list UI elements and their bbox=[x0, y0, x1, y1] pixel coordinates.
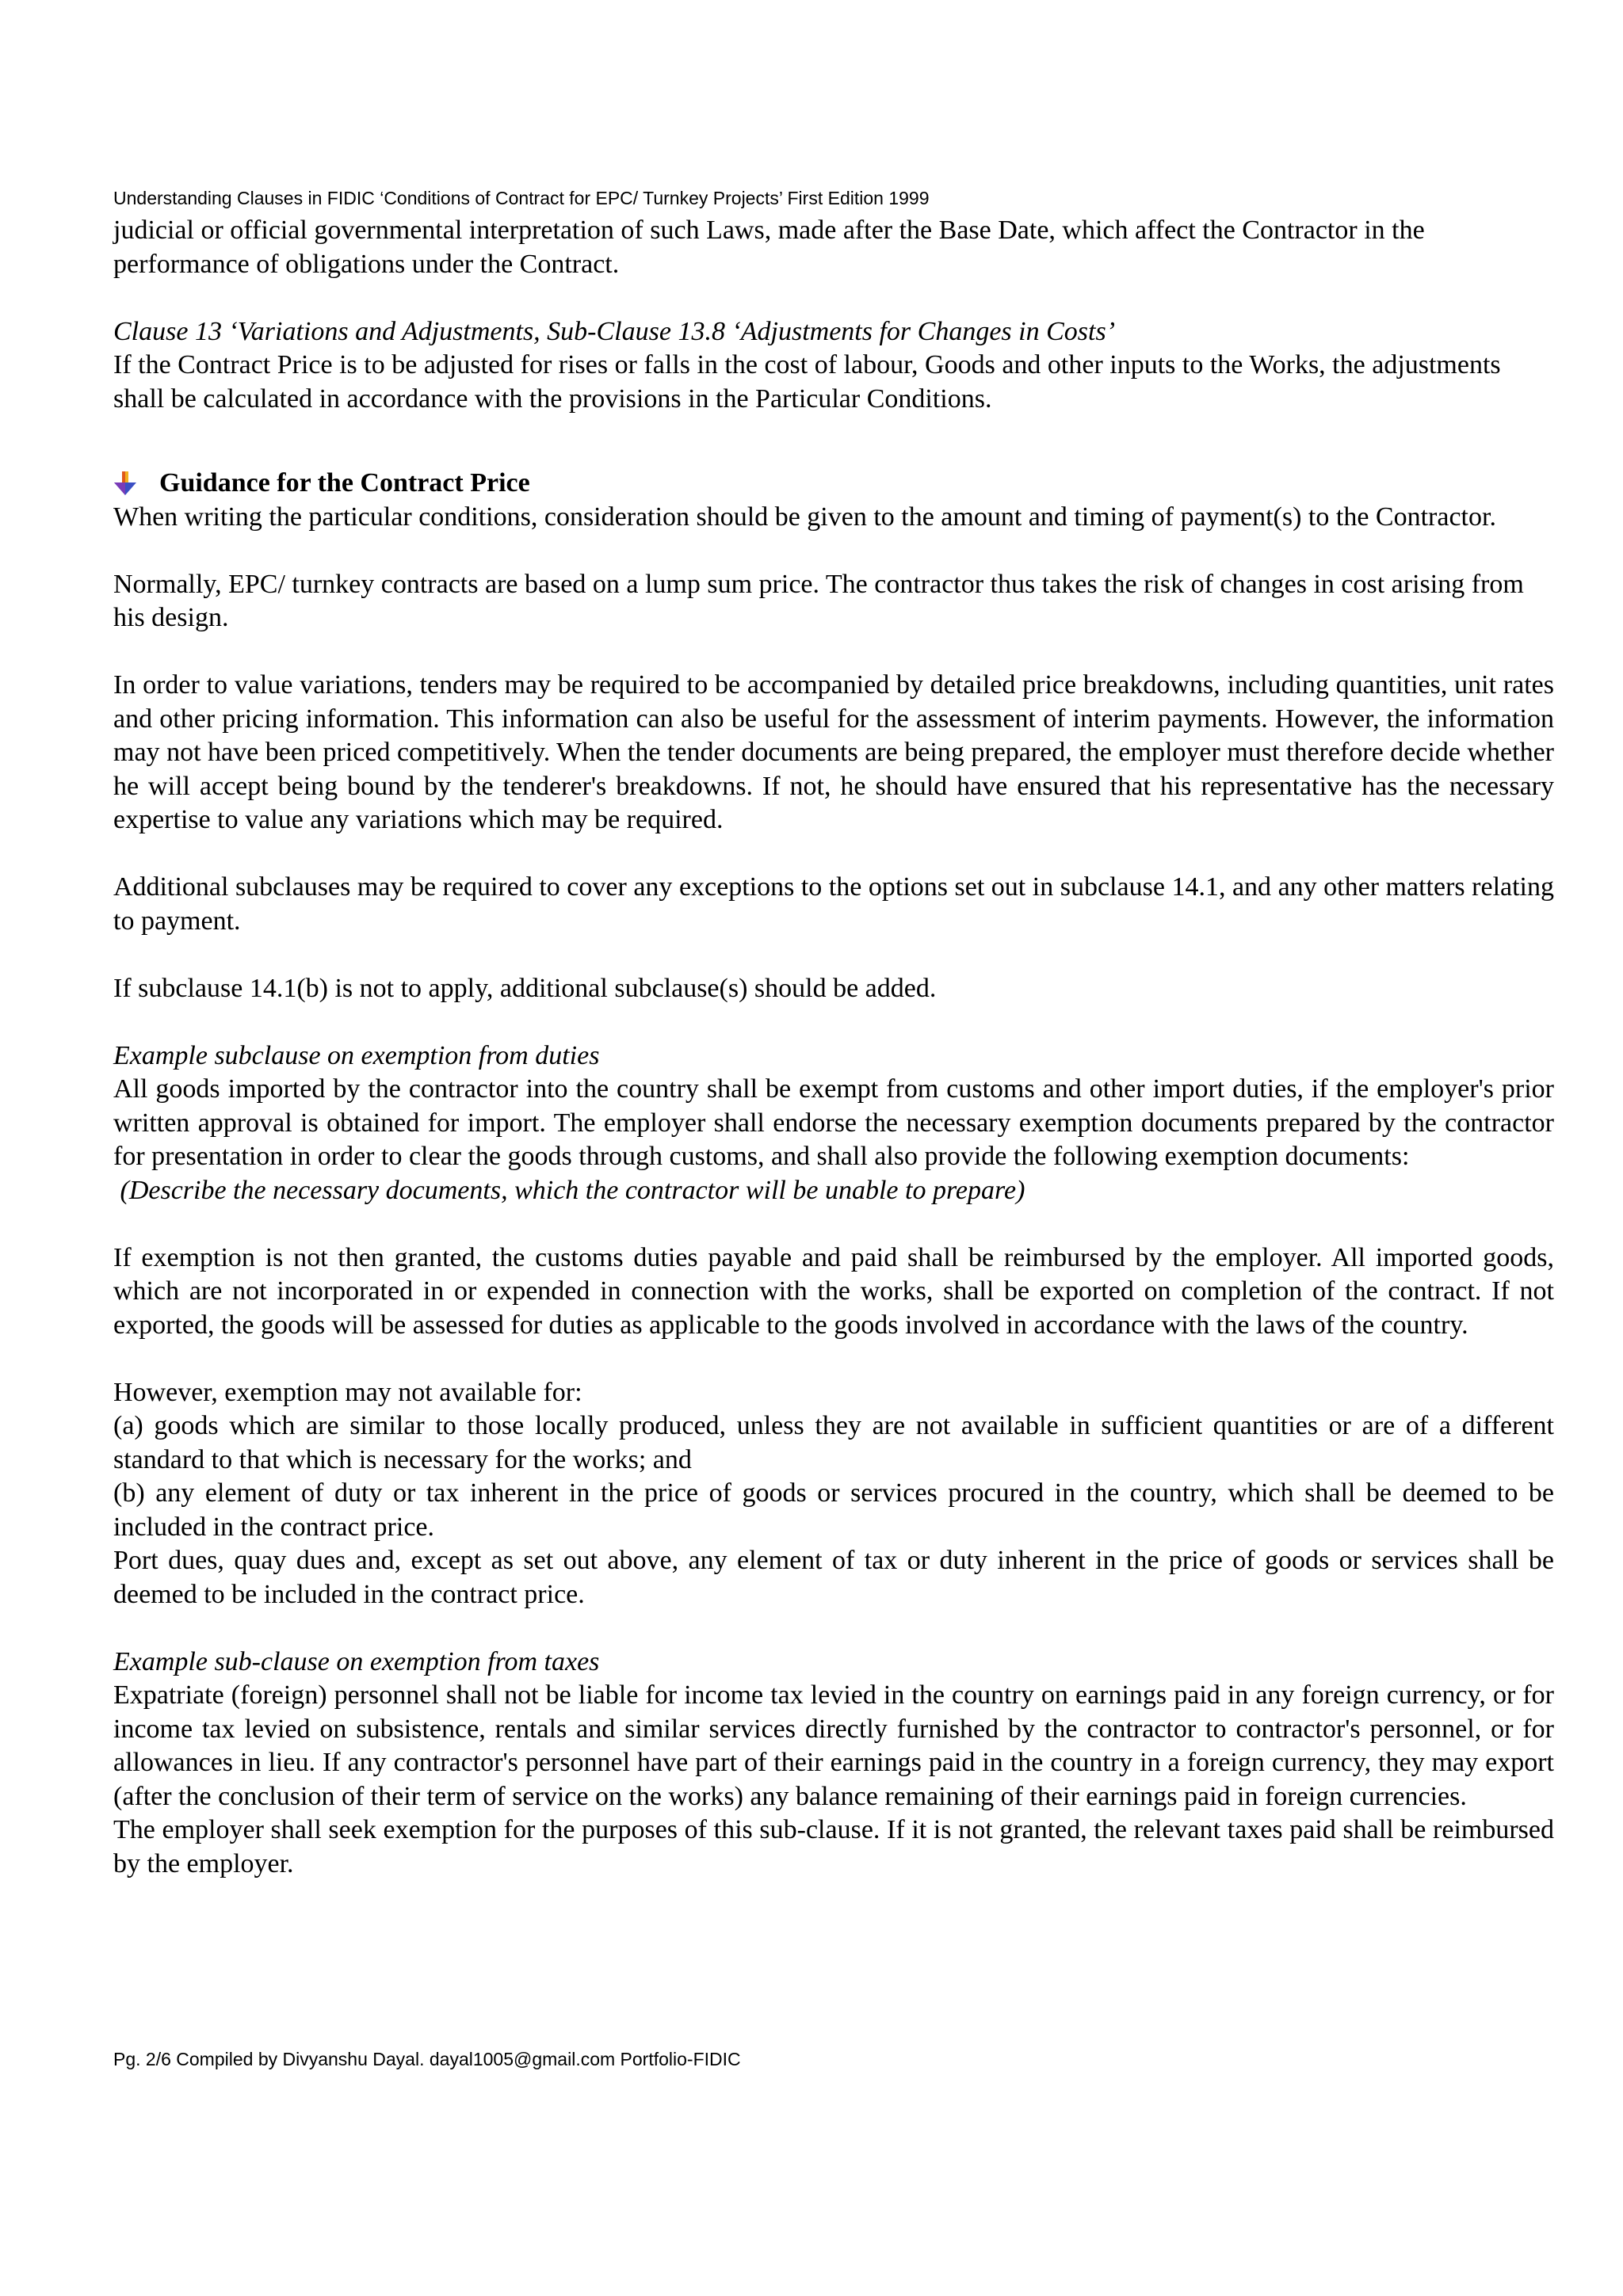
duties-item-b: (b) any element of duty or tax inherent in the price of goods or services procured in the country, which shall be deemed to be included in the contract price. bbox=[113, 1478, 1554, 1542]
clause-13-text: If the Contract Price is to be adjusted for rises or falls in the cost of labour, Goods and other inputs to the Works, the adjustments shall be calculated in accordance with the provisions in the Particular Conditions. bbox=[113, 350, 1501, 414]
guidance-paragraph-4: Additional subclauses may be required to cover any exceptions to the options set out in subclause 14.1, and any other matters relating to payment. bbox=[113, 872, 1554, 936]
duties-paragraph-2: If exemption is not then granted, the customs duties payable and paid shall be reimbursed by the employer. All imported goods, which are not incorporated in or expended in connection with the works, shall be exported on completion of the contract. If not exported, the goods will be assessed for duties as applicable to the goods involved in accordance with the laws of the country. bbox=[113, 1242, 1554, 1340]
guidance-paragraph-1: When writing the particular conditions, consideration should be given to the amount and timing of payment(s) to the Contractor. bbox=[113, 502, 1496, 532]
guidance-paragraph-3: In order to value variations, tenders may be required to be accompanied by detailed price breakdowns, including quantities, unit rates and other pricing information. This information can also be useful for the assessment of interim payments. However, the information may not have been priced competitively. When the tender documents are being prepared, the employer must therefore decide whether he will accept being bound by the tenderer's breakdowns. If not, he should have ensured that his representative has the necessary expertise to value any variations which may be required. bbox=[113, 670, 1554, 834]
taxes-paragraph-2: The employer shall seek exemption for the purposes of this sub-clause. If it is not granted, the relevant taxes paid shall be reimbursed by the employer. bbox=[113, 1815, 1554, 1878]
paragraph-continued: judicial or official governmental interpretation of such Laws, made after the Base Date, which affect the Contractor in the performance of obligations under the Contract. bbox=[113, 215, 1425, 279]
guidance-paragraph-2: Normally, EPC/ turnkey contracts are based on a lump sum price. The contractor thus takes the risk of changes in cost arising from his design. bbox=[113, 569, 1524, 632]
down-arrow-bullet-icon bbox=[113, 470, 137, 497]
duties-paragraph-4: Port dues, quay dues and, except as set out above, any element of tax or duty inherent in the price of goods or services shall be deemed to be included in the contract price. bbox=[113, 1546, 1554, 1609]
clause-13-title: Clause 13 ‘Variations and Adjustments, Sub-Clause 13.8 ‘Adjustments for Changes in Costs’ bbox=[113, 316, 1116, 346]
taxes-example-title: Example sub-clause on exemption from taxes bbox=[113, 1646, 600, 1676]
duties-item-a: (a) goods which are similar to those locally produced, unless they are not available in sufficient quantities or are of a different standard to that which is necessary for the works; and bbox=[113, 1411, 1554, 1474]
running-header: Understanding Clauses in FIDIC ‘Conditions of Contract for EPC/ Turnkey Projects’ First Edition 1999 bbox=[113, 188, 930, 208]
page-footer: Pg. 2/6 Compiled by Divyanshu Dayal. dayal1005@gmail.com Portfolio-FIDIC bbox=[113, 2049, 741, 2069]
taxes-paragraph-1: Expatriate (foreign) personnel shall not be liable for income tax levied in the country on earnings paid in any foreign currency, or for income tax levied on subsistence, rentals and similar services directly furnished by the contractor to contractor's personnel, or for allowances in lieu. If any contractor's personnel have part of their earnings paid in the country in a foreign currency, they may export (after the conclusion of their term of service on the works) any balance remaining of their earnings paid in foreign currencies. bbox=[113, 1680, 1554, 1811]
guidance-heading: Guidance for the Contract Price bbox=[159, 468, 530, 498]
guidance-heading-row bbox=[113, 467, 1554, 501]
page-body bbox=[113, 214, 1554, 1881]
duties-paragraph-1: All goods imported by the contractor into the country shall be exempt from customs and other import duties, if the employer's prior written approval is obtained for import. The employer shall endorse the necessary exemption documents prepared by the contractor for presentation in order to clear the goods through customs, and shall also provide the following exemption documents: bbox=[113, 1074, 1554, 1171]
duties-paragraph-3: However, exemption may not available for: bbox=[113, 1377, 582, 1407]
guidance-paragraph-5: If subclause 14.1(b) is not to apply, additional subclause(s) should be added. bbox=[113, 973, 937, 1003]
duties-note: (Describe the necessary documents, which the contractor will be unable to prepare) bbox=[113, 1175, 1025, 1205]
duties-example-title: Example subclause on exemption from duties bbox=[113, 1040, 600, 1070]
